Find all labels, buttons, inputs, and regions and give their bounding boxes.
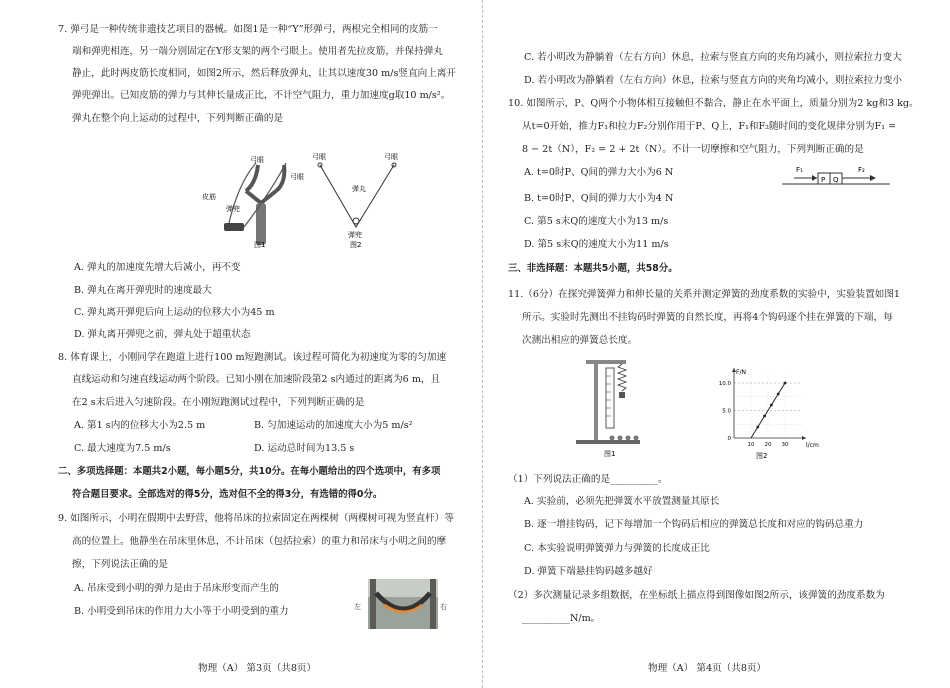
q11-line: 11.（6分）在探究弹簧弹力和伸长量的关系并测定弹簧的劲度系数的实验中，实验装置如图1	[508, 289, 901, 300]
q-label: Q	[833, 176, 839, 184]
q10-line: 从t=0开始，推力F₁和拉力F₂分别作用于P、Q上，F₁和F₂随时间的变化规律分别为F₁ =	[522, 121, 897, 132]
q10-option: A. t=0时P、Q间的弹力大小为6 N	[524, 167, 674, 178]
q10-option: C. 第5 s末Q的速度大小为13 m/s	[524, 216, 669, 227]
hammock-photo	[354, 579, 450, 631]
data-point	[784, 382, 787, 385]
force-length-chart	[706, 364, 819, 460]
chart-grid	[734, 372, 802, 438]
section-2-heading: 符合题目要求。全部选对的得5分，选对但不全的得3分，有选错的得0分。	[72, 489, 383, 500]
q7-line: 弹兜弹出。已知皮筋的弹力与其伸长量成正比，不计空气阻力，重力加速度g取10 m/s²。	[72, 90, 451, 101]
data-point	[756, 426, 759, 429]
data-point	[763, 415, 766, 418]
fig1-label: 弓眼	[250, 156, 264, 164]
q8-line: 8. 体育课上，小刚同学在跑道上进行100 m短跑测试。该过程可简化为初速度为零的匀加速	[58, 352, 447, 363]
data-point	[770, 404, 773, 407]
q9-line: 擦，下列说法正确的是	[72, 559, 168, 570]
q11-option: C. 本实验说明弹簧弹力与弹簧的长度成正比	[524, 543, 710, 554]
pq-diagram	[780, 162, 892, 188]
q11-option: A. 实验前，必须先把弹簧水平放置测量其原长	[524, 496, 720, 507]
fig2-label: 弹兜	[348, 231, 362, 239]
q7-line: 端和弹兜相连，另一端分别固定在Y形支架的两个弓眼上。使用者先拉皮筋，并保持弹丸	[72, 46, 443, 57]
y-tick-label: 10.0	[718, 381, 731, 387]
q11-option: B. 逐一增挂钩码，记下每增加一个钩码后相应的弹簧总长度和对应的钩码总重力	[524, 519, 864, 530]
photo-label-left: 左	[354, 603, 361, 611]
q10-option: D. 第5 s末Q的速度大小为11 m/s	[524, 239, 669, 250]
slingshot-fig2	[312, 152, 398, 249]
q7-option: A. 弹丸的加速度先增大后减小，再不变	[74, 262, 241, 273]
axis-arrows	[732, 368, 806, 440]
section-2-heading: 二、多项选择题：本题共2小题，每小题5分，共10分。在每小题给出的四个选项中，有多项	[58, 466, 441, 477]
q9-option: D. 若小明改为静躺着（左右方向）休息，拉索与竖直方向的夹角均减小，则拉索拉力变小	[524, 75, 903, 86]
y-axis-label: F/N	[736, 369, 746, 376]
q7-option: C. 弹丸离开弹兜后向上运动的位移大小为45 m	[74, 307, 275, 318]
q11-option: D. 弹簧下端悬挂钩码越多越好	[524, 566, 653, 577]
q8-option: D. 运动总时间为13.5 s	[254, 443, 355, 454]
f1-label: F₁	[796, 166, 803, 174]
slingshot-figures	[198, 135, 408, 250]
q8-line: 在2 s末后进入匀速阶段。在小刚短跑测试过程中，下列判断正确的是	[72, 397, 365, 408]
f2-label: F₂	[858, 166, 865, 174]
page-footer-left: 物理（A） 第3页（共8页）	[198, 663, 317, 674]
fig1-label: 弹兜	[226, 205, 240, 213]
q11-sub2: __________N/m。	[522, 613, 601, 624]
x-tick-label: 20	[764, 442, 772, 448]
fig2-caption: 图2	[350, 241, 362, 249]
q7-option: D. 弹丸离开弹兜之前，弹丸处于超重状态	[74, 329, 251, 340]
page-footer-right: 物理（A） 第4页（共8页）	[648, 663, 767, 674]
q9-option: A. 吊床受到小明的弹力是由于吊床形变而产生的	[74, 583, 279, 594]
x-tick-label: 10	[747, 442, 755, 448]
q9-line: 9. 如图所示，小明在假期中去野营，他将吊床的拉索固定在两棵树（两棵树可视为竖直杆）等	[58, 513, 454, 524]
q7-option: B. 弹丸在离开弹兜时的速度最大	[74, 285, 212, 296]
q10-line: 10. 如图所示，P、Q两个小物体相互接触但不黏合，静止在水平面上，质量分别为2 kg和3 kg。	[508, 98, 919, 109]
y-tick-label: 5.0	[722, 408, 731, 415]
apparatus-caption: 图1	[604, 450, 616, 458]
q7-line: 静止，此时两皮筋长度相同，如图2所示，然后释放弹丸，让其以速度30 m/s竖直向上离开	[72, 68, 456, 79]
q8-option: A. 第1 s内的位移大小为2.5 m	[74, 420, 206, 431]
column-divider	[482, 0, 483, 688]
q8-option: B. 匀加速运动的加速度大小为5 m/s²	[254, 420, 413, 431]
q10-option: B. t=0时P、Q间的弹力大小为4 N	[524, 193, 674, 204]
q9-line: 高的位置上。他静坐在吊床里休息，不计吊床（包括拉索）的重力和吊床与小明之间的摩	[72, 536, 447, 547]
fig1-caption: 图1	[254, 241, 266, 249]
q7-line: 弹丸在整个向上运动的过程中，下列判断正确的是	[72, 113, 284, 124]
section-3-heading: 三、非选择题：本题共5小题，共58分。	[508, 263, 678, 274]
q11-line: 次测出相应的弹簧总长度。	[522, 335, 638, 346]
q8-line: 直线运动和匀速直线运动两个阶段。已知小刚在加速阶段第2 s内通过的距离为6 m，且	[72, 374, 441, 385]
q11-line: 所示。实验时先测出不挂钩码时弹簧的自然长度，再将4个钩码逐个挂在弹簧的下端，每	[522, 312, 893, 323]
p-label: P	[821, 176, 826, 184]
y-tick-label: 0	[727, 436, 731, 442]
fig2-label: 弹丸	[352, 185, 366, 193]
q10-line: 8 − 2t（N），F₂ = 2 + 2t（N）。不计一切摩擦和空气阻力，下列判断正确的是	[522, 144, 864, 155]
q11-sub1: （1）下列说法正确的是__________。	[508, 474, 668, 485]
q9-option: C. 若小明改为静躺着（左右方向）休息，拉索与竖直方向的夹角均减小，则拉索拉力变大	[524, 52, 902, 63]
photo-label-right: 右	[440, 603, 447, 611]
fig2-label: 弓眼	[312, 153, 326, 161]
data-point	[777, 393, 780, 396]
x-axis-label: l/cm	[806, 442, 819, 449]
q9-option: B. 小明受到吊床的作用力大小等于小明受到的重力	[74, 606, 289, 617]
right-column	[508, 0, 919, 688]
fig2-label: 弓眼	[384, 153, 398, 161]
q7-line: 7. 弹弓是一种传统非遗技艺项目的器械。如图1是一种“Y”形弹弓，两根完全相同的皮筋一	[58, 24, 438, 35]
spring-apparatus	[568, 354, 668, 462]
left-column	[58, 0, 458, 688]
x-tick-label: 30	[781, 442, 789, 448]
chart-title: 图2	[756, 452, 768, 460]
fig1-label: 弓眼	[290, 173, 304, 181]
q11-sub2: （2）多次测量记录多组数据，在坐标纸上描点得到图像如图2所示，该弹簧的劲度系数为	[508, 590, 885, 601]
fig1-label: 皮筋	[202, 193, 216, 201]
q8-option: C. 最大速度为7.5 m/s	[74, 443, 171, 454]
slingshot-fig1	[202, 155, 304, 249]
